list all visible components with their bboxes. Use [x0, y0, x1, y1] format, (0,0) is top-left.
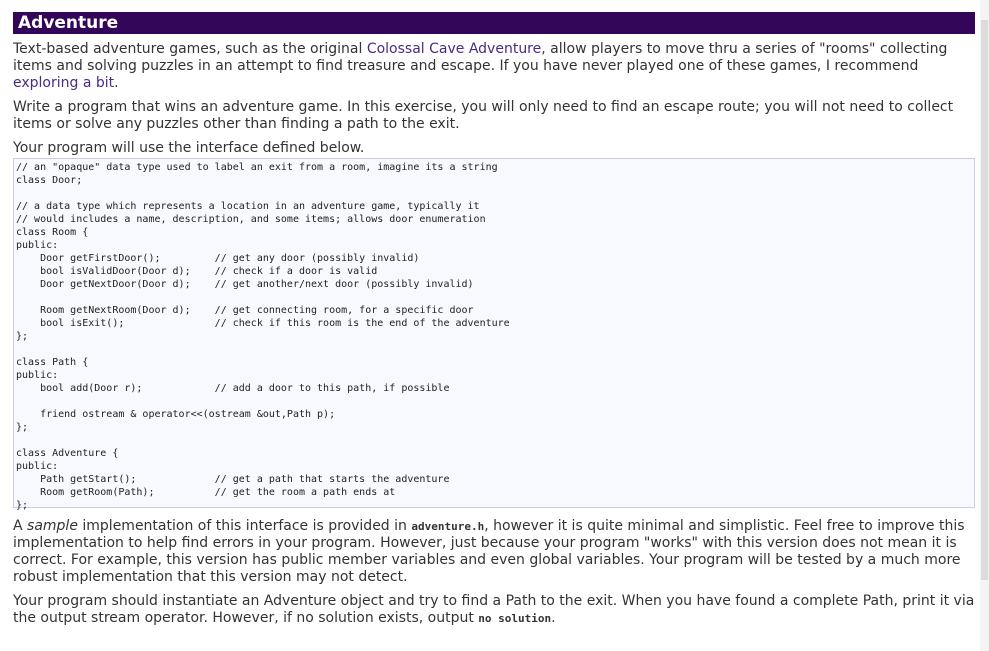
vertical-scrollbar[interactable] — [980, 0, 989, 651]
sample-text-a: A — [13, 518, 28, 534]
page-content — [13, 12, 975, 627]
intro-paragraph — [13, 41, 975, 92]
sample-paragraph — [13, 518, 975, 586]
page-title: Adventure — [13, 12, 975, 34]
sample-text-b: implementation of this interface is provided in — [77, 518, 412, 534]
interface-intro-paragraph: Your program will use the interface defined below. — [13, 140, 365, 156]
instructions-paragraph — [13, 593, 975, 627]
instructions-text-a: Your program should instantiate an Adventure object and try to find a Path to the exit. When you have found a complete Path, print it via the output stream operator. However, if no solution exists, output — [13, 593, 975, 626]
sample-text-c: , however it is quite minimal and simplistic. Feel free to improve this implementation to help find errors in your program. However, just because your program "works" with this version does not mean it is correct. For example, this version has public member variables and even global variables. Your program will be tested by a much more robust implementation that this version may not detect. — [13, 518, 965, 585]
task-paragraph: Write a program that wins an adventure game. In this exercise, you will only need to find an escape route; you will not need to collect items or solve any puzzles other than finding a path to the exit. — [13, 99, 954, 132]
no-solution-code: no solution — [478, 612, 552, 625]
interface-code: // an "opaque" data type used to label an exit from a room, imagine its a string class Door; // a data type which represents a location in an adventure game, typically it // would includes a name, description, and some items; allows door enumeration class Room { public: Door getFirstDoor(); // get any door (possibly invalid) bool isValidDoor(Door d); // check if a door is valid Door getNextDoor(Door d); // get another/next door (possibly invalid) Room getNextRoom(Door d); // get connecting room, for a specific door bool isExit(); // check if this room is the end of the adventure }; class Path { public: bool add(Door r); // add a door to this path, if possible friend ostream & operator<<(ostream &out,Path p); }; class Adventure { public: Path getStart(); // get a path that starts the adventure Room getRoom(Path); // get the room a path ends at }; — [16, 162, 510, 511]
exploring-a-bit-link[interactable]: exploring a bit — [13, 75, 115, 91]
adventure-h-code: adventure.h — [411, 520, 485, 533]
colossal-cave-adventure-link[interactable]: Colossal Cave Adventure — [366, 41, 542, 57]
intro-text-after: . — [114, 75, 119, 91]
intro-text-before: Text-based adventure games, such as the original — [13, 41, 367, 57]
code-block — [13, 158, 975, 511]
intro-text-middle: , allow players to move thru a series of "rooms" collecting items and solving puzzles in an attempt to find treasure and escape. If you have never played one of these games, I recommend — [13, 41, 948, 74]
scrollbar-thumb[interactable] — [981, 20, 988, 580]
instructions-text-b: . — [551, 610, 556, 626]
sample-emphasis: sample — [27, 518, 78, 534]
